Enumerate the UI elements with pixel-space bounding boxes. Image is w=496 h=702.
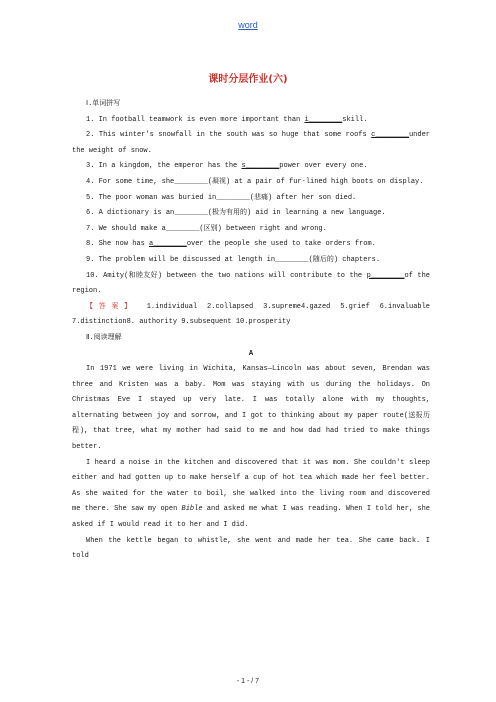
passage-paragraph: I heard a noise in the kitchen and discovered that it was mom. She couldn't sleep either and had gotten up to make herself a cup of hot tea which made her feel better. As she waited for the water to boil, she walked into the living room and discovered me there. She saw my open Bible and asked me what I was reading. When I told her, she asked if I would read it to her and I did. bbox=[72, 458, 430, 530]
question-10: 10. Amity(和睦友好) between the two nations will contribute to the p________of the region. bbox=[72, 271, 430, 296]
question-7: 7. We should make a________(区别) between right and wrong. bbox=[86, 224, 327, 233]
section2-heading: Ⅱ.阅读理解 bbox=[86, 333, 122, 342]
question-5: 5. The poor woman was buried in________(悲痛) after her son died. bbox=[86, 193, 357, 202]
question-4: 4. For some time, she________(凝视) at a pair of fur-lined high boots on display. bbox=[86, 177, 424, 186]
page-number: - 1 - / 7 bbox=[236, 678, 260, 685]
question-3: 3. In a kingdom, the emperor has the s________power over every one. bbox=[86, 162, 368, 171]
document-body bbox=[72, 97, 430, 565]
question-8: 8. She now has a________over the people she used to take orders from. bbox=[86, 240, 376, 249]
question-9: 9. The problem will be discussed at length in________(随后的) chapters. bbox=[86, 255, 381, 264]
question-2: 2. This winter's snowfall in the south was so huge that some roofs c________under the weight of snow. bbox=[72, 131, 430, 155]
passage-paragraph: When the kettle began to whistle, she went and made her tea. She came back. I told bbox=[72, 536, 430, 561]
passage-paragraph: In 1971 we were living in Wichita, Kansas—Lincoln was about seven, Brendan was three and Kristen was a baby. Mom was staying with us during the holidays. On Christmas Eve I stayed up very late. I was totally alone with my thoughts, alternating between joy and sorrow, and I got to thinking about my paper route(送报历程), that tree, what my mother had said to me and how dad had tried to make things better. bbox=[72, 365, 430, 452]
passage-label: A bbox=[248, 349, 254, 358]
answer-label: 【答案】 bbox=[86, 302, 137, 311]
header-link[interactable]: word bbox=[238, 20, 258, 30]
question-6: 6. A dictionary is an________(极为有用的) aid in learning a new language. bbox=[86, 209, 386, 218]
answer-block: 【答案】 1.individual 2.collapsed 3.supreme4.gazed 5.grief 6.invaluable 7.distinction8. authority 9.subsequent 10.prosperity bbox=[72, 302, 430, 327]
section1-heading: Ⅰ.单词拼写 bbox=[86, 100, 121, 108]
question-1: 1. In football teamwork is even more important than i________skill. bbox=[86, 115, 368, 124]
page-title: 课时分层作业(六) bbox=[208, 74, 288, 85]
